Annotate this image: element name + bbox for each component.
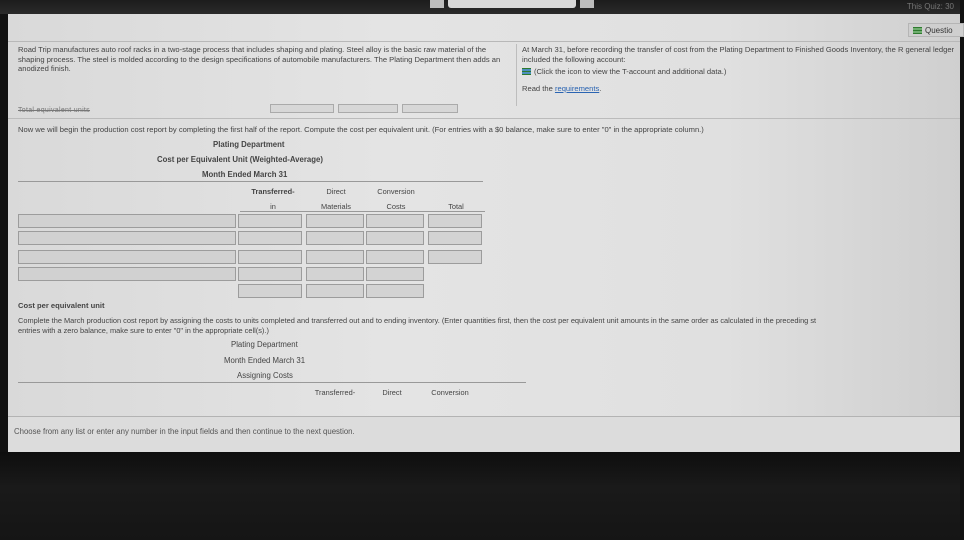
r2-col-transferred: Transferred- [314, 388, 356, 397]
row3-transferred-input[interactable] [238, 250, 302, 264]
footer-hint: Choose from any list or enter any number in the input fields and then continue to the next question. [14, 427, 355, 436]
row1-transferred-input[interactable] [238, 214, 302, 228]
requirements-link[interactable]: requirements [554, 83, 600, 93]
row4-direct-input[interactable] [306, 267, 364, 281]
divider [8, 41, 960, 42]
row4-label-select[interactable] [18, 267, 236, 281]
header-rule [18, 382, 526, 383]
list-icon [913, 27, 922, 34]
cpe-conversion-input[interactable] [366, 284, 424, 298]
prev-input-1[interactable] [270, 104, 334, 113]
top-bar [0, 0, 960, 14]
row1-direct-input[interactable] [306, 214, 364, 228]
row4-conversion-input[interactable] [366, 267, 424, 281]
prev-input-3[interactable] [402, 104, 458, 113]
instructions: Now we will begin the production cost report by completing the first half of the report. Compute the cost per equivalent unit. (For entries with a $0 balance, make sure to enter "0" in the appropriate column.) [18, 125, 704, 134]
row1-total-input[interactable] [428, 214, 482, 228]
cpe-direct-input[interactable] [306, 284, 364, 298]
col-direct-materials: Direct Materials [321, 187, 351, 211]
prev-input-2[interactable] [338, 104, 398, 113]
question-page [8, 2, 960, 452]
report1-title: Cost per Equivalent Unit (Weighted-Average) [157, 155, 323, 164]
row2-conversion-input[interactable] [366, 231, 424, 245]
report1-period: Month Ended March 31 [202, 170, 288, 179]
row1-conversion-input[interactable] [366, 214, 424, 228]
header-rule [18, 181, 483, 182]
question-button-label: Questio [925, 25, 953, 35]
ledger-intro: At March 31, before recording the transfer of cost from the Plating Department to Finished Goods Inventory, the R general ledger included the following account: [522, 45, 955, 64]
quiz-label: This Quiz: 30 [906, 2, 954, 11]
row2-direct-input[interactable] [306, 231, 364, 245]
cpe-transferred-input[interactable] [238, 284, 302, 298]
t-account-link[interactable]: (Click the icon to view the T-account and additional data.) [534, 67, 727, 76]
table-icon[interactable] [522, 68, 531, 75]
problem-side-panel [522, 45, 962, 93]
divider [8, 118, 960, 119]
report2-dept: Plating Department [231, 340, 298, 349]
r2-col-direct: Direct [382, 388, 402, 397]
prev-arrow-icon[interactable] [430, 0, 444, 8]
row3-total-input[interactable] [428, 250, 482, 264]
total-equivalent-units-label: Total equivalent units [18, 107, 90, 114]
question-progress-tab[interactable] [448, 0, 576, 8]
problem-description: Road Trip manufactures auto roof racks in a two-stage process that includes shaping and plating. Steel alloy is the basic raw material of the shaping process. The steel is molded according to the design specifications of automobile manufacturers. The Plating Department then adds an anodized finish. [18, 45, 501, 73]
r2-col-conversion: Conversion [431, 388, 469, 397]
previous-row-inputs [270, 104, 458, 113]
assigning-instructions: Complete the March production cost report by assigning the costs to units completed and transferred out and to ending inventory. (Enter quantities first, then the cost per equivalent unit amounts in the same order as calculated in the preceding st entries with a zero balance, make sure to enter "0" in the appropriate cell(s).) [18, 316, 817, 335]
cost-per-equivalent-unit-label: Cost per equivalent unit [18, 301, 105, 310]
row3-label-select[interactable] [18, 250, 236, 264]
footer-bar [8, 416, 960, 452]
row2-total-input[interactable] [428, 231, 482, 245]
row2-label-select[interactable] [18, 231, 236, 245]
screen-bezel [0, 452, 960, 540]
col-transferred-in: Transferred- in [251, 187, 295, 211]
row1-label-select[interactable] [18, 214, 236, 228]
row2-transferred-input[interactable] [238, 231, 302, 245]
column-divider [516, 44, 517, 106]
report1-dept: Plating Department [213, 140, 285, 149]
col-total: Total [448, 202, 464, 211]
column-rule [240, 211, 485, 212]
next-arrow-icon[interactable] [580, 0, 594, 8]
question-help-button[interactable] [908, 23, 964, 37]
t-account-info[interactable] [522, 67, 962, 77]
read-requirements: Read the requirements. [522, 83, 602, 93]
report2-title: Assigning Costs [237, 371, 293, 380]
report2-period: Month Ended March 31 [224, 356, 306, 365]
row4-transferred-input[interactable] [238, 267, 302, 281]
row3-conversion-input[interactable] [366, 250, 424, 264]
col-conversion-costs: Conversion Costs [377, 187, 415, 211]
row3-direct-input[interactable] [306, 250, 364, 264]
